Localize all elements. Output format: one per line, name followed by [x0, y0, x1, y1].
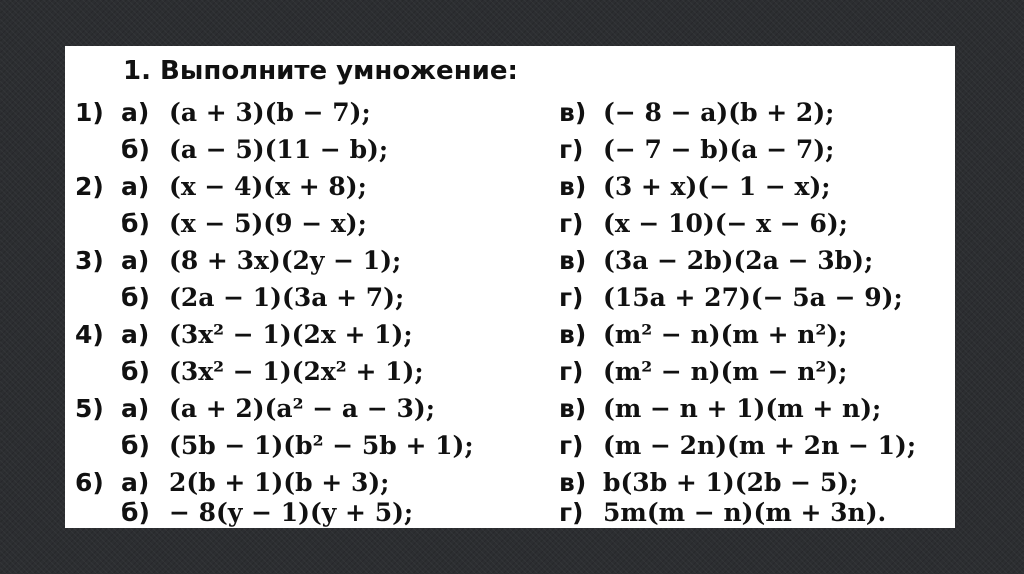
item-label: в): [559, 320, 587, 349]
expression: (3a − 2b)(2a − 3b);: [603, 246, 874, 275]
group-number: 2): [75, 172, 104, 201]
item-label: в): [559, 98, 587, 127]
expression: 5m(m − n)(m + 3n).: [603, 498, 887, 527]
item-label: а): [121, 172, 150, 201]
group-number: 5): [75, 394, 104, 423]
item-label: б): [121, 209, 150, 238]
item-label: б): [121, 357, 150, 386]
expression: (8 + 3x)(2y − 1);: [169, 246, 402, 275]
expression: (− 7 − b)(a − 7);: [603, 135, 835, 164]
task-title: 1. Выполните умножение:: [123, 56, 518, 86]
expression: (15a + 27)(− 5a − 9);: [603, 283, 903, 312]
item-label: в): [559, 172, 587, 201]
expression: (m − n + 1)(m + n);: [603, 394, 882, 423]
expression: (− 8 − a)(b + 2);: [603, 98, 835, 127]
exercise-row: [65, 209, 955, 247]
expression: (a + 3)(b − 7);: [169, 98, 371, 127]
exercise-row: [65, 394, 955, 432]
group-number: 4): [75, 320, 104, 349]
expression: 2(b + 1)(b + 3);: [169, 468, 390, 497]
item-label: а): [121, 320, 150, 349]
exercise-row: [65, 172, 955, 210]
exercise-row: [65, 246, 955, 284]
item-label: г): [559, 498, 584, 527]
item-label: г): [559, 283, 584, 312]
item-label: г): [559, 431, 584, 460]
item-label: в): [559, 246, 587, 275]
item-label: б): [121, 498, 150, 527]
exercise-row: [65, 320, 955, 358]
expression: (5b − 1)(b² − 5b + 1);: [169, 431, 474, 460]
expression: (3x² − 1)(2x + 1);: [169, 320, 413, 349]
expression: (3 + x)(− 1 − x);: [603, 172, 831, 201]
expression: (m² − n)(m − n²);: [603, 357, 848, 386]
group-number: 1): [75, 98, 104, 127]
exercise-row: [65, 283, 955, 321]
expression: (3x² − 1)(2x² + 1);: [169, 357, 424, 386]
exercise-row: [65, 357, 955, 395]
item-label: г): [559, 209, 584, 238]
item-label: а): [121, 468, 150, 497]
exercise-row: [65, 98, 955, 136]
exercise-row: [65, 135, 955, 173]
item-label: а): [121, 394, 150, 423]
item-label: а): [121, 246, 150, 275]
item-label: а): [121, 98, 150, 127]
expression: (a + 2)(a² − a − 3);: [169, 394, 435, 423]
expression: − 8(y − 1)(y + 5);: [169, 498, 414, 527]
item-label: в): [559, 394, 587, 423]
item-label: г): [559, 135, 584, 164]
item-label: в): [559, 468, 587, 497]
item-label: г): [559, 357, 584, 386]
expression: (x − 5)(9 − x);: [169, 209, 367, 238]
expression: (a − 5)(11 − b);: [169, 135, 389, 164]
exercise-row: [65, 431, 955, 469]
group-number: 3): [75, 246, 104, 275]
expression: (m − 2n)(m + 2n − 1);: [603, 431, 917, 460]
item-label: б): [121, 135, 150, 164]
expression: b(3b + 1)(2b − 5);: [603, 468, 859, 497]
expression: (x − 4)(x + 8);: [169, 172, 367, 201]
expression: (x − 10)(− x − 6);: [603, 209, 848, 238]
exercise-row: [65, 498, 955, 536]
item-label: б): [121, 431, 150, 460]
item-label: б): [121, 283, 150, 312]
slide-panel: [65, 46, 955, 528]
expression: (m² − n)(m + n²);: [603, 320, 848, 349]
group-number: 6): [75, 468, 104, 497]
expression: (2a − 1)(3a + 7);: [169, 283, 405, 312]
